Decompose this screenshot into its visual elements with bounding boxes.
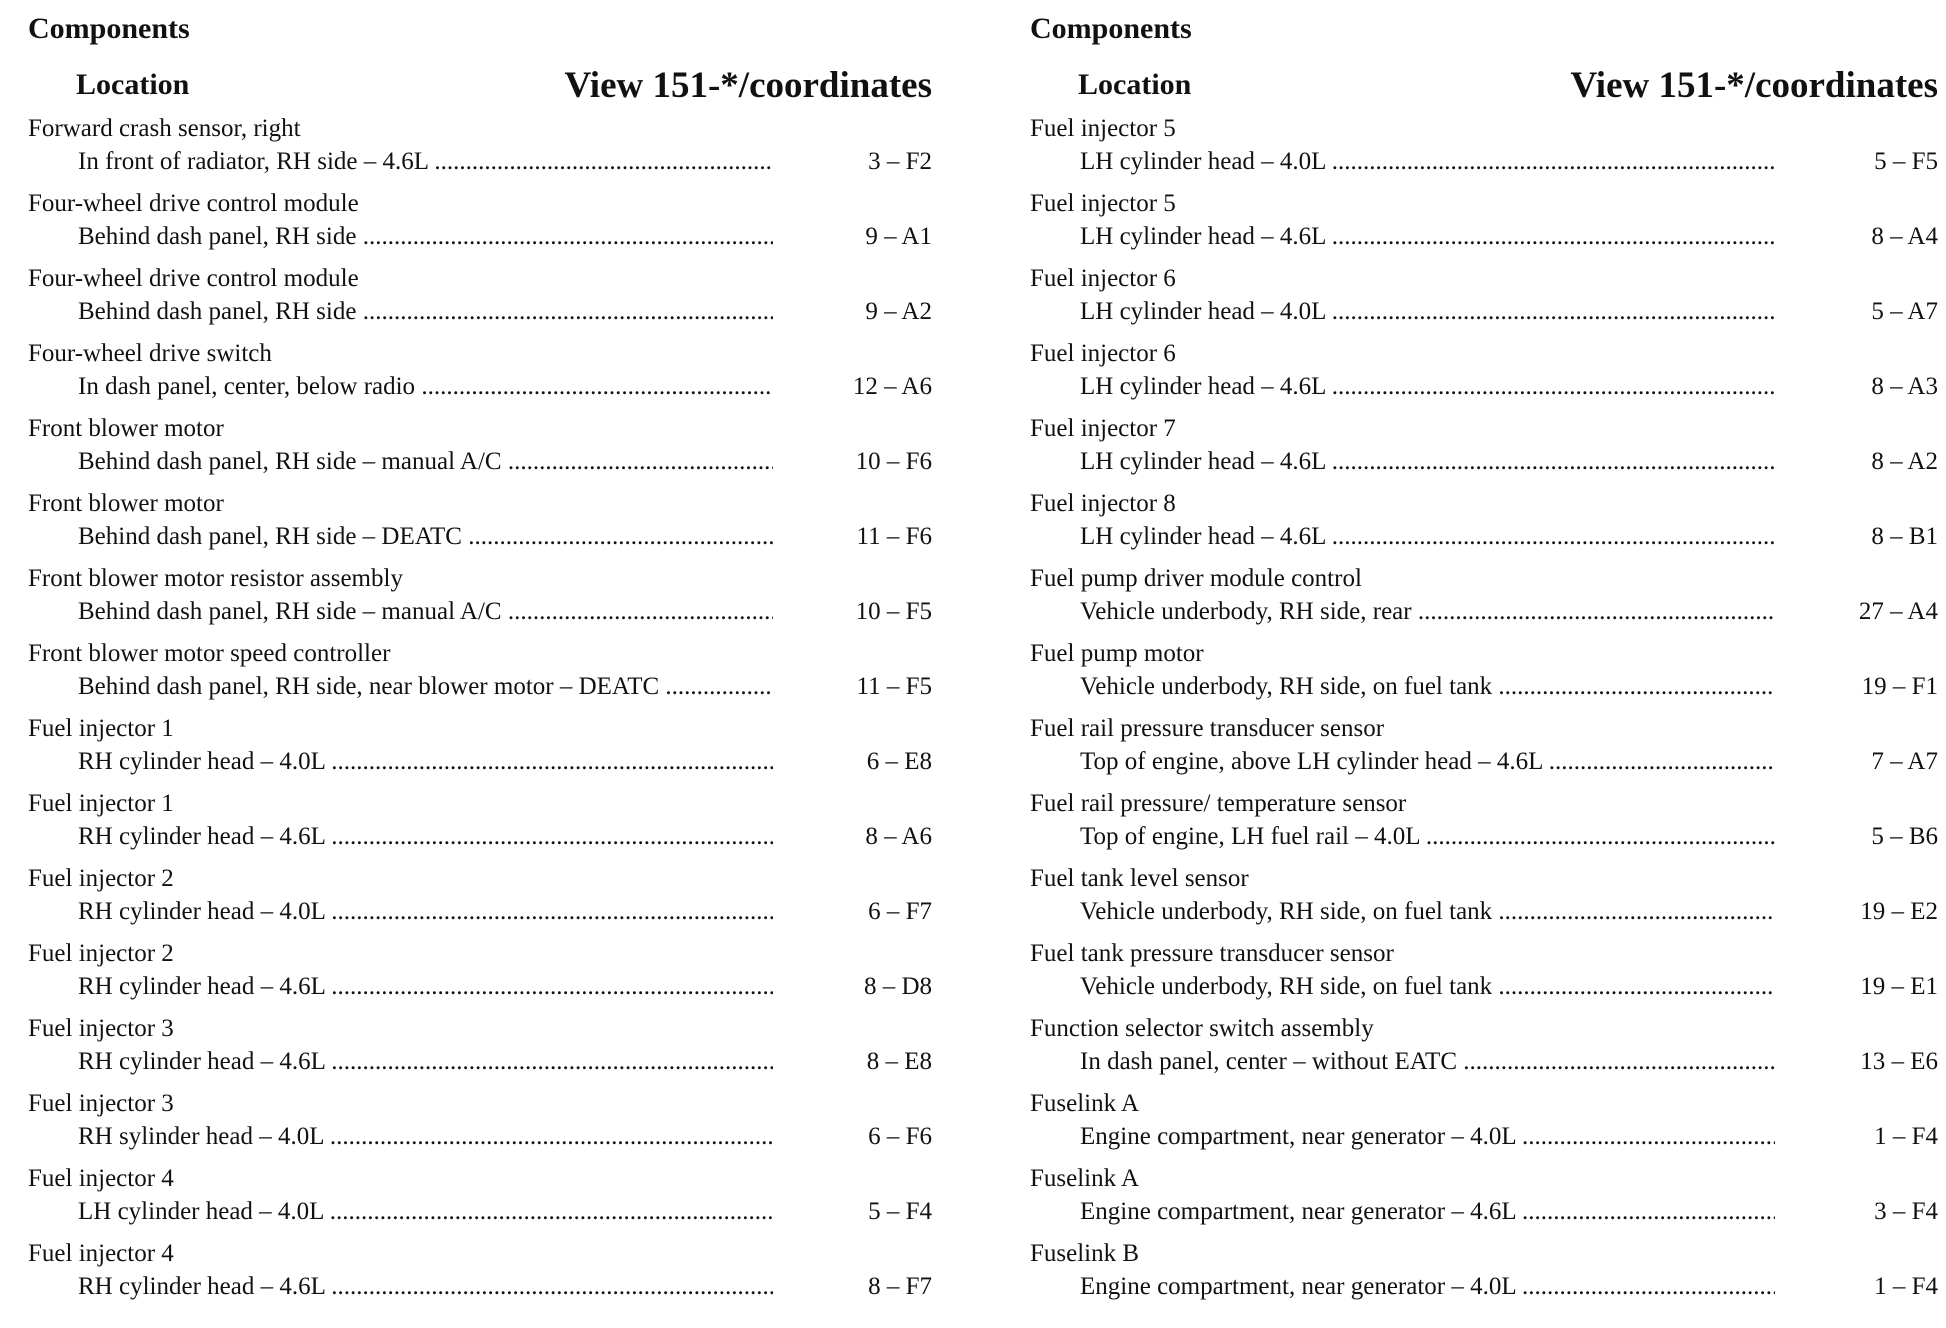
location-text: Vehicle underbody, RH side, rear .....: [1080, 597, 1775, 627]
component-entry: [1030, 714, 1938, 789]
component-name: Front blower motor speed controller: [28, 640, 391, 667]
component-entry: [28, 564, 932, 639]
component-name: Fuel pump motor: [1030, 640, 1204, 667]
view-coordinate: 8 – A2: [1871, 448, 1938, 475]
location-row: [1080, 222, 1938, 252]
component-name: Fuel injector 7: [1030, 415, 1176, 442]
component-name: Fuel injector 6: [1030, 265, 1176, 292]
component-name: Fuel rail pressure/ temperature sensor: [1030, 790, 1407, 817]
location-row: [1080, 672, 1938, 702]
component-entry: [28, 714, 932, 789]
location-row: [78, 447, 932, 477]
component-list: [1030, 114, 1938, 1314]
component-entry: [1030, 939, 1938, 1014]
location-row: [1080, 1122, 1938, 1152]
component-name: Fuel injector 2: [28, 865, 174, 892]
location-text: Vehicle underbody, RH side, on fuel tank .....: [1080, 897, 1775, 927]
location-text: Behind dash panel, RH side, near blower motor – DEATC .....: [78, 672, 773, 702]
location-text: LH cylinder head – 4.0L .....: [78, 1197, 773, 1227]
location-text: Behind dash panel, RH side – DEATC .....: [78, 522, 773, 552]
component-entry: [1030, 489, 1938, 564]
location-text: In front of radiator, RH side – 4.6L .....: [78, 147, 773, 177]
view-coordinate: 8 – F7: [868, 1273, 932, 1300]
component-entry: [28, 114, 932, 189]
location-row: [78, 1047, 932, 1077]
component-name: Function selector switch assembly: [1030, 1015, 1374, 1042]
component-entry: [1030, 1239, 1938, 1314]
view-coordinate: 8 – D8: [863, 973, 932, 1000]
location-text: RH cylinder head – 4.6L .....: [78, 1272, 773, 1302]
location-row: [78, 747, 932, 777]
section-title: Components: [1030, 12, 1192, 45]
location-row: [1080, 1047, 1938, 1077]
component-name: Four-wheel drive control module: [28, 265, 359, 292]
location-row: [78, 897, 932, 927]
location-text: RH sylinder head – 4.0L .....: [78, 1122, 773, 1152]
component-entry: [28, 864, 932, 939]
component-name: Fuel injector 2: [28, 940, 174, 967]
view-coordinate: 12 – A6: [852, 373, 932, 400]
location-text: Behind dash panel, RH side – manual A/C .....: [78, 447, 773, 477]
view-coordinate: 8 – A4: [1871, 223, 1938, 250]
location-text: LH cylinder head – 4.6L .....: [1080, 372, 1775, 402]
location-row: [78, 147, 932, 177]
location-text: LH cylinder head – 4.6L .....: [1080, 222, 1775, 252]
view-coordinate: 11 – F6: [856, 523, 932, 550]
view-coordinate: 5 – F4: [868, 1198, 932, 1225]
view-coordinate: 10 – F5: [855, 598, 932, 625]
component-name: Fuel injector 3: [28, 1015, 174, 1042]
location-text: Behind dash panel, RH side .....: [78, 297, 773, 327]
view-coordinate: 1 – F4: [1874, 1123, 1938, 1150]
location-row: [78, 372, 932, 402]
component-entry: [1030, 264, 1938, 339]
view-coordinate: 9 – A2: [865, 298, 932, 325]
component-name: Forward crash sensor, right: [28, 115, 301, 142]
location-text: RH cylinder head – 4.0L .....: [78, 747, 773, 777]
view-coordinate: 3 – F2: [868, 148, 932, 175]
component-name: Front blower motor: [28, 490, 224, 517]
component-entry: [28, 1239, 932, 1314]
component-name: Fuselink A: [1030, 1090, 1140, 1117]
component-entry: [1030, 339, 1938, 414]
view-coordinate: 27 – A4: [1858, 598, 1938, 625]
component-name: Fuel pump driver module control: [1030, 565, 1362, 592]
component-list: [28, 114, 932, 1314]
component-name: Fuel rail pressure transducer sensor: [1030, 715, 1385, 742]
location-text: Behind dash panel, RH side – manual A/C .....: [78, 597, 773, 627]
view-coordinate: 10 – F6: [855, 448, 932, 475]
location-row: [1080, 297, 1938, 327]
component-entry: [28, 264, 932, 339]
component-name: Fuel injector 5: [1030, 115, 1176, 142]
component-name: Fuselink A: [1030, 1165, 1140, 1192]
view-coordinate: 5 – B6: [1871, 823, 1938, 850]
location-text: In dash panel, center, below radio .....: [78, 372, 773, 402]
component-name: Four-wheel drive switch: [28, 340, 272, 367]
component-entry: [1030, 414, 1938, 489]
location-text: LH cylinder head – 4.6L .....: [1080, 522, 1775, 552]
location-row: [1080, 1272, 1938, 1302]
view-column-header: View 151-*/coordinates: [1570, 65, 1938, 106]
component-name: Fuel injector 4: [28, 1165, 174, 1192]
view-coordinate: 5 – F5: [1874, 148, 1938, 175]
component-name: Fuel injector 3: [28, 1090, 174, 1117]
view-coordinate: 8 – A3: [1871, 373, 1938, 400]
view-coordinate: 6 – F6: [868, 1123, 932, 1150]
view-coordinate: 8 – B1: [1871, 523, 1938, 550]
location-text: Behind dash panel, RH side .....: [78, 222, 773, 252]
component-entry: [28, 414, 932, 489]
component-entry: [1030, 564, 1938, 639]
location-row: [1080, 822, 1938, 852]
view-coordinate: 13 – E6: [1860, 1048, 1938, 1075]
component-name: Fuselink B: [1030, 1240, 1140, 1267]
view-coordinate: 19 – F1: [1861, 673, 1938, 700]
component-entry: [1030, 1014, 1938, 1089]
location-text: RH cylinder head – 4.6L .....: [78, 822, 773, 852]
location-text: Vehicle underbody, RH side, on fuel tank .....: [1080, 972, 1775, 1002]
component-name: Fuel tank level sensor: [1030, 865, 1249, 892]
location-text: LH cylinder head – 4.0L .....: [1080, 297, 1775, 327]
component-entry: [28, 489, 932, 564]
component-name: Fuel injector 6: [1030, 340, 1176, 367]
component-name: Four-wheel drive control module: [28, 190, 359, 217]
view-coordinate: 8 – A6: [865, 823, 932, 850]
section-title: Components: [28, 12, 190, 45]
component-name: Fuel injector 1: [28, 790, 174, 817]
view-coordinate: 6 – F7: [868, 898, 932, 925]
location-text: Top of engine, above LH cylinder head – 4.6L .....: [1080, 747, 1775, 777]
location-row: [78, 972, 932, 1002]
location-column-header: Location: [76, 68, 190, 101]
component-name: Fuel injector 1: [28, 715, 174, 742]
location-text: RH cylinder head – 4.0L .....: [78, 897, 773, 927]
location-row: [1080, 747, 1938, 777]
location-row: [1080, 597, 1938, 627]
component-entry: [28, 1014, 932, 1089]
location-text: Engine compartment, near generator – 4.0L .....: [1080, 1122, 1775, 1152]
component-entry: [28, 1089, 932, 1164]
component-entry: [1030, 864, 1938, 939]
location-text: Top of engine, LH fuel rail – 4.0L .....: [1080, 822, 1775, 852]
location-text: LH cylinder head – 4.6L .....: [1080, 447, 1775, 477]
component-entry: [1030, 789, 1938, 864]
view-coordinate: 3 – F4: [1874, 1198, 1938, 1225]
component-name: Fuel injector 4: [28, 1240, 174, 1267]
location-row: [78, 222, 932, 252]
location-row: [78, 597, 932, 627]
component-entry: [28, 189, 932, 264]
location-row: [1080, 147, 1938, 177]
component-entry: [1030, 1164, 1938, 1239]
location-text: In dash panel, center – without EATC .....: [1080, 1047, 1775, 1077]
location-row: [78, 672, 932, 702]
component-entry: [1030, 189, 1938, 264]
location-text: RH cylinder head – 4.6L .....: [78, 972, 773, 1002]
component-name: Front blower motor resistor assembly: [28, 565, 403, 592]
component-name: Fuel injector 5: [1030, 190, 1176, 217]
location-row: [78, 1272, 932, 1302]
location-text: Engine compartment, near generator – 4.6L .....: [1080, 1197, 1775, 1227]
location-row: [78, 1197, 932, 1227]
component-entry: [28, 939, 932, 1014]
view-coordinate: 8 – E8: [866, 1048, 932, 1075]
view-coordinate: 1 – F4: [1874, 1273, 1938, 1300]
component-name: Front blower motor: [28, 415, 224, 442]
view-coordinate: 19 – E2: [1860, 898, 1938, 925]
location-column-header: Location: [1078, 68, 1192, 101]
component-name: Fuel tank pressure transducer sensor: [1030, 940, 1394, 967]
location-row: [1080, 1197, 1938, 1227]
location-row: [78, 1122, 932, 1152]
view-coordinate: 9 – A1: [865, 223, 932, 250]
view-coordinate: 5 – A7: [1871, 298, 1938, 325]
location-row: [1080, 897, 1938, 927]
location-text: Vehicle underbody, RH side, on fuel tank .....: [1080, 672, 1775, 702]
location-text: LH cylinder head – 4.0L .....: [1080, 147, 1775, 177]
location-row: [78, 822, 932, 852]
view-column-header: View 151-*/coordinates: [564, 65, 932, 106]
component-entry: [1030, 1089, 1938, 1164]
location-row: [78, 297, 932, 327]
location-row: [1080, 372, 1938, 402]
location-row: [78, 522, 932, 552]
component-entry: [1030, 639, 1938, 714]
component-entry: [28, 639, 932, 714]
location-text: Engine compartment, near generator – 4.0L .....: [1080, 1272, 1775, 1302]
component-entry: [1030, 114, 1938, 189]
location-row: [1080, 447, 1938, 477]
component-name: Fuel injector 8: [1030, 490, 1176, 517]
view-coordinate: 7 – A7: [1871, 748, 1938, 775]
location-row: [1080, 972, 1938, 1002]
component-entry: [28, 339, 932, 414]
location-row: [1080, 522, 1938, 552]
component-entry: [28, 789, 932, 864]
view-coordinate: 6 – E8: [866, 748, 932, 775]
location-text: RH cylinder head – 4.6L .....: [78, 1047, 773, 1077]
view-coordinate: 11 – F5: [856, 673, 932, 700]
component-entry: [28, 1164, 932, 1239]
view-coordinate: 19 – E1: [1860, 973, 1938, 1000]
